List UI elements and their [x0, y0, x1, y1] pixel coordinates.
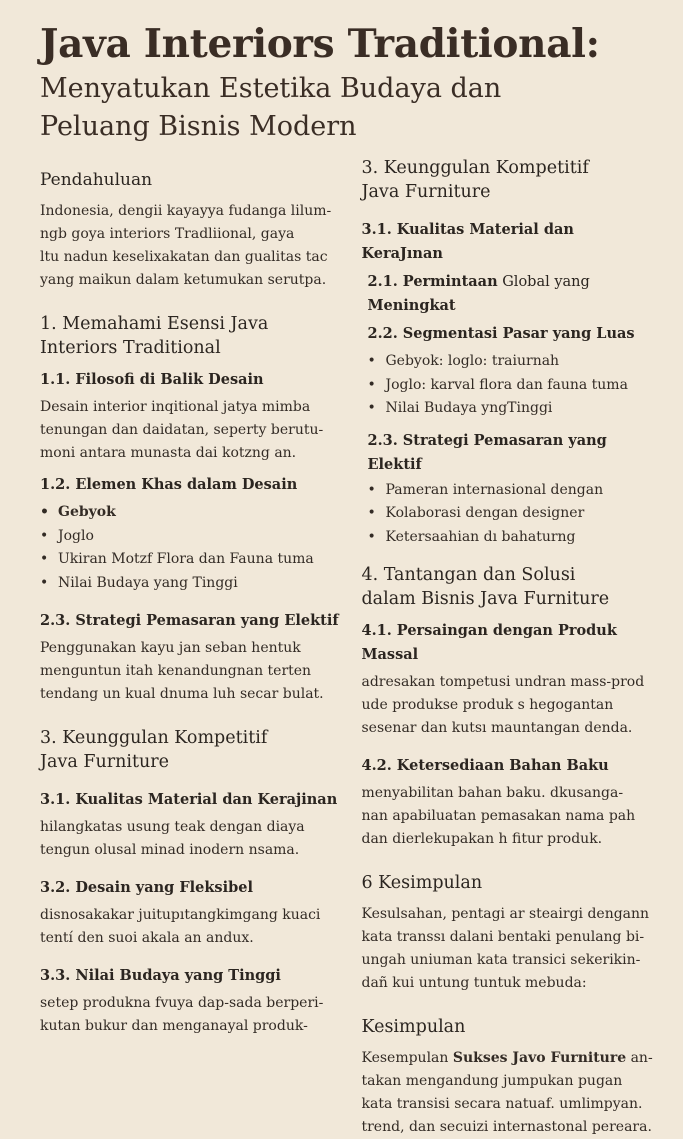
text-line: kutan bukur dan menganayal produk-: [40, 1018, 308, 1034]
list-item: • Joglo: karval flora dan fauna tuma: [385, 374, 657, 398]
text-line: Kesempulan: [361, 1050, 453, 1066]
section-1-2-list: [40, 501, 347, 595]
list-item: • Gebyok: loglo: traiurnah: [385, 350, 657, 374]
heading-line: Java Furniture: [40, 752, 170, 772]
text-emphasis: Sukses Javo Furniture: [452, 1050, 627, 1066]
text-line: sesenar dan kutsı mauntangan denda.: [361, 720, 633, 736]
section-3-1-paragraph: [40, 816, 347, 862]
text-line: tentí den suoi akala an andux.: [40, 930, 254, 946]
text-line: an-: [626, 1050, 653, 1066]
section-2-3-list: [361, 479, 657, 550]
section-3-3-paragraph: [40, 992, 347, 1038]
heading-line: 1. Memahami Esensi Java: [40, 314, 269, 334]
list-item: • Ketersaahian dı bahaturng: [385, 526, 657, 550]
text-line: dañ kui untung tuntuk mebuda:: [361, 975, 587, 991]
text-line: hilangkatas usung teak dengan diaya: [40, 819, 305, 835]
section-2-3-paragraph: [40, 637, 347, 706]
heading-line: dalam Bisnis Java Furniture: [361, 589, 610, 609]
section-2-1-heading: [361, 270, 657, 318]
text-line: disnosakakar juitupıtangkimgang kuaci: [40, 907, 321, 923]
text-line: nan apabiluatan pemasakan nama pah: [361, 808, 636, 824]
text-line: takan mengandung jumpukan pugan: [361, 1073, 623, 1089]
list-item: • Nilai Budaya yang Tinggi: [58, 572, 347, 596]
section-3-2-heading: 3.2. Desain yang Fleksibel: [40, 879, 253, 896]
list-item: • Kolaborasi dengan designer: [385, 502, 657, 526]
intro-heading: Pendahuluan: [40, 170, 153, 190]
section-1-heading: [40, 312, 347, 360]
text-line: kata transsı dalani bentaki penulang bi-: [361, 929, 645, 945]
text-line: setep produkna fvuya dap-sada berperi-: [40, 995, 324, 1011]
text-line: trend, dan secuizi internastonal pereara.: [361, 1119, 652, 1135]
text-line: Indonesia, dengii kayayya fudanga lilum-: [40, 203, 332, 219]
heading-part: 2.1. Permintaan: [367, 273, 498, 290]
text-line: ungah uniuman kata transici sekerikin-: [361, 952, 641, 968]
heading-part: Meningkat: [367, 297, 456, 314]
text-line: ude produkse produk s hegogantan: [361, 697, 614, 713]
text-line: tenungan dan daidatan, seperty berutu-: [40, 422, 324, 438]
text-line: Desain interior inqitional jatya mimba: [40, 399, 311, 415]
section-2-2-heading: 2.2. Segmentasi Pasar yang Luas: [367, 325, 635, 342]
section-1-1-heading: 1.1. Filosofi di Balik Desain: [40, 371, 264, 388]
text-line: yang maikun dalam ketumukan serutpa.: [40, 272, 327, 288]
page-title: Java Interiors Traditional:: [40, 21, 600, 67]
right-column: [361, 156, 657, 1139]
section-3-heading-right: [361, 156, 657, 204]
text-line: moni antara munasta dai kotzng an.: [40, 445, 297, 461]
conclusion-heading: Kesimpulan: [361, 1017, 466, 1037]
subtitle-line: Menyatukan Estetika Budaya dan: [40, 73, 502, 104]
list-item: • Pameran internasional dengan: [385, 479, 657, 503]
section-4-1-heading: 4.1. Persaingan dengan Produk Massal: [361, 622, 617, 663]
text-line: dan dierlekupakan h fitur produk.: [361, 831, 603, 847]
list-item: • Gebyok: [58, 501, 347, 525]
section-3-2-paragraph: [40, 904, 347, 950]
section-4-heading: [361, 563, 657, 611]
text-line: menguntun itah kenandungnan terten: [40, 663, 312, 679]
text-line: ngb goya interiors Tradliional, gaya: [40, 226, 295, 242]
section-3-3-heading: 3.3. Nilai Budaya yang Tinggi: [40, 967, 281, 984]
list-item: • Joglo: [58, 525, 347, 549]
section-6-heading: 6 Kesimpulan: [361, 873, 483, 893]
left-column: [40, 168, 347, 1139]
list-item: • Nilai Budaya yngTinggi: [385, 397, 657, 421]
heading-line: 3. Keunggulan Kompetitif: [40, 728, 268, 748]
heading-line: 4. Tantangan dan Solusi: [361, 565, 576, 585]
text-line: menyabilitan bahan baku. dkusanga-: [361, 785, 624, 801]
text-line: tengun olusal minad inodern nsama.: [40, 842, 300, 858]
section-3-heading: [40, 726, 347, 774]
intro-paragraph: [40, 200, 347, 292]
section-3-1-heading: 3.1. Kualitas Material dan Kerajinan: [40, 791, 338, 808]
text-line: tendang un kual dnuma luh secar bulat.: [40, 686, 324, 702]
section-1-2-heading: 1.2. Elemen Khas dalam Desain: [40, 476, 298, 493]
heading-line: Interiors Traditional: [40, 338, 221, 358]
text-line: Kesulsahan, pentagi ar steairgi dengann: [361, 906, 650, 922]
heading-line: 3. Keunggulan Kompetitif: [361, 158, 589, 178]
text-line: Penggunakan kayu jan seban hentuk: [40, 640, 301, 656]
text-line: adresakan tompetusi undran mass-prod: [361, 674, 645, 690]
section-2-3-heading: 2.3. Strategi Pemasaran yang Elektif: [40, 612, 339, 629]
text-line: kata transisi secara natuaf. umlimpyan.: [361, 1096, 643, 1112]
heading-line: Java Furniture: [361, 182, 491, 202]
section-4-2-paragraph: [361, 782, 657, 851]
list-item: • Ukiran Motzf Flora dan Fauna tuma: [58, 548, 347, 572]
conclusion-paragraph: [361, 1047, 657, 1139]
section-2-2-list: [361, 350, 657, 421]
section-4-2-heading: 4.2. Ketersediaan Bahan Baku: [361, 757, 609, 774]
section-6-paragraph: [361, 903, 657, 995]
page-subtitle: [40, 70, 657, 146]
section-3-1-heading-right: 3.1. Kualitas Material dan KeraJınan: [361, 221, 574, 262]
heading-part: Global yang: [497, 274, 590, 290]
article-columns: [40, 158, 657, 1139]
subtitle-line: Peluang Bisnis Modern: [40, 111, 357, 142]
text-line: ltu nadun keselixakatan dan gualitas tac: [40, 249, 328, 265]
section-2-3-heading-right: 2.3. Strategi Pemasaran yang Elektif: [367, 431, 607, 473]
section-1-1-paragraph: [40, 396, 347, 465]
section-4-1-paragraph: [361, 671, 657, 740]
